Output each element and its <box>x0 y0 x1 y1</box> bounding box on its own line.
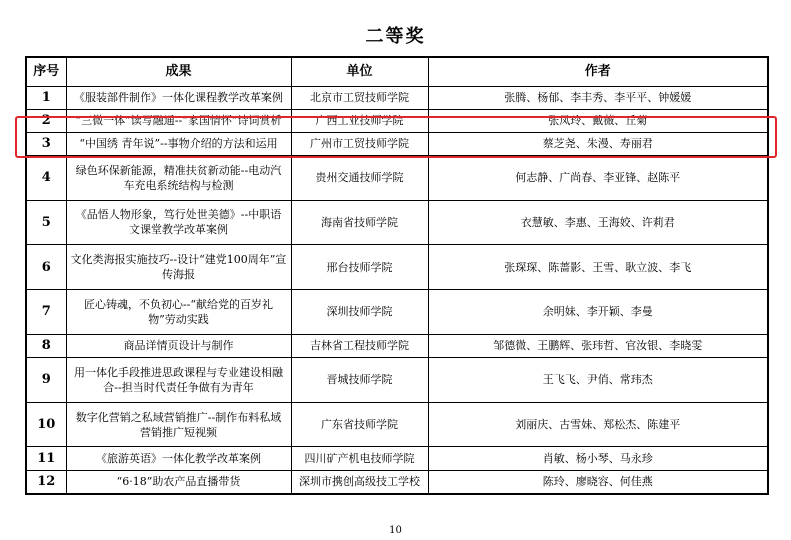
row-highlight-box <box>15 116 777 158</box>
row-authors: 张凤玲、戴薇、丘菊 <box>428 109 768 132</box>
row-index: 12 <box>26 470 66 494</box>
row-unit: 邢台技师学院 <box>291 245 428 290</box>
page-title: 二等奖 <box>365 26 426 47</box>
header-index: 序号 <box>26 57 66 86</box>
row-unit: 深圳技师学院 <box>291 290 428 335</box>
row-index: 5 <box>26 200 66 245</box>
table-row <box>26 200 768 245</box>
table-row <box>26 86 768 109</box>
row-index: 9 <box>26 357 66 402</box>
row-index: 11 <box>26 447 66 470</box>
row-result: 《旅游英语》一体化教学改革案例 <box>66 447 291 470</box>
row-authors: 王飞飞、尹俏、常玮杰 <box>428 357 768 402</box>
header-result: 成果 <box>66 57 291 86</box>
table-row <box>26 447 768 470</box>
row-index: 3 <box>26 132 66 155</box>
row-index: 2 <box>26 109 66 132</box>
row-unit: 深圳市携创高级技工学校 <box>291 470 428 494</box>
row-unit: 北京市工贸技师学院 <box>291 86 428 109</box>
table-row <box>26 470 768 494</box>
table-row <box>26 334 768 357</box>
row-authors: 张琛琛、陈蔷影、王雪、耿立波、李飞 <box>428 245 768 290</box>
row-unit: 贵州交通技师学院 <box>291 155 428 200</box>
row-authors: 何志静、广尚春、李亚锋、赵陈平 <box>428 155 768 200</box>
row-result: 文化类海报实施技巧--设计“建党100周年”宣传海报 <box>66 245 291 290</box>
row-authors: 张腾、杨郁、李丰秀、李平平、钟媛媛 <box>428 86 768 109</box>
row-result: 绿色环保新能源，精准扶贫新动能--电动汽车充电系统结构与检测 <box>66 155 291 200</box>
row-authors: 蔡芝尧、朱漫、寿丽君 <box>428 132 768 155</box>
row-unit: 晋城技师学院 <box>291 357 428 402</box>
row-result: 匠心铸魂，不负初心--“献给党的百岁礼物”劳动实践 <box>66 290 291 335</box>
row-authors: 邹德微、王鹏辉、张玮哲、官汝银、李晓雯 <box>428 334 768 357</box>
row-unit: 吉林省工程技师学院 <box>291 334 428 357</box>
row-authors: 刘丽庆、古雪妹、郑松杰、陈建平 <box>428 402 768 447</box>
row-index: 6 <box>26 245 66 290</box>
page-number: 10 <box>389 525 402 536</box>
row-result: 《品悟人物形象，笃行处世美德》--中职语文课堂教学改革案例 <box>66 200 291 245</box>
row-index: 7 <box>26 290 66 335</box>
row-index: 10 <box>26 402 66 447</box>
row-unit: 广西工业技师学院 <box>291 109 428 132</box>
row-result: 用一体化手段推进思政课程与专业建设相融合--担当时代责任争做有为青年 <box>66 357 291 402</box>
table-row <box>26 155 768 200</box>
row-result: 《服装部件制作》一体化课程教学改革案例 <box>66 86 291 109</box>
row-index: 1 <box>26 86 66 109</box>
row-unit: 广州市工贸技师学院 <box>291 132 428 155</box>
table-row <box>26 290 768 335</box>
row-unit: 广东省技师学院 <box>291 402 428 447</box>
row-result: 商品详情页设计与制作 <box>66 334 291 357</box>
row-result: “三微一体”读写融通--“家国情怀”诗词赏析 <box>66 109 291 132</box>
row-result: “中国绣 青年说”--事物介绍的方法和运用 <box>66 132 291 155</box>
table-row <box>26 357 768 402</box>
row-unit: 四川矿产机电技师学院 <box>291 447 428 470</box>
row-result: “6·18”助农产品直播带货 <box>66 470 291 494</box>
row-authors: 陈玲、廖晓容、何佳燕 <box>428 470 768 494</box>
table-row <box>26 245 768 290</box>
row-index: 4 <box>26 155 66 200</box>
row-unit: 海南省技师学院 <box>291 200 428 245</box>
table-header-row <box>26 57 768 86</box>
row-index: 8 <box>26 334 66 357</box>
header-unit: 单位 <box>291 57 428 86</box>
table-row <box>26 402 768 447</box>
row-authors: 衣慧敏、李惠、王海姣、许莉君 <box>428 200 768 245</box>
header-authors: 作者 <box>428 57 768 86</box>
row-authors: 余明妹、李开颖、李曼 <box>428 290 768 335</box>
row-authors: 肖敏、杨小琴、马永珍 <box>428 447 768 470</box>
row-result: 数字化营销之私域营销推广--制作布料私域营销推广短视频 <box>66 402 291 447</box>
